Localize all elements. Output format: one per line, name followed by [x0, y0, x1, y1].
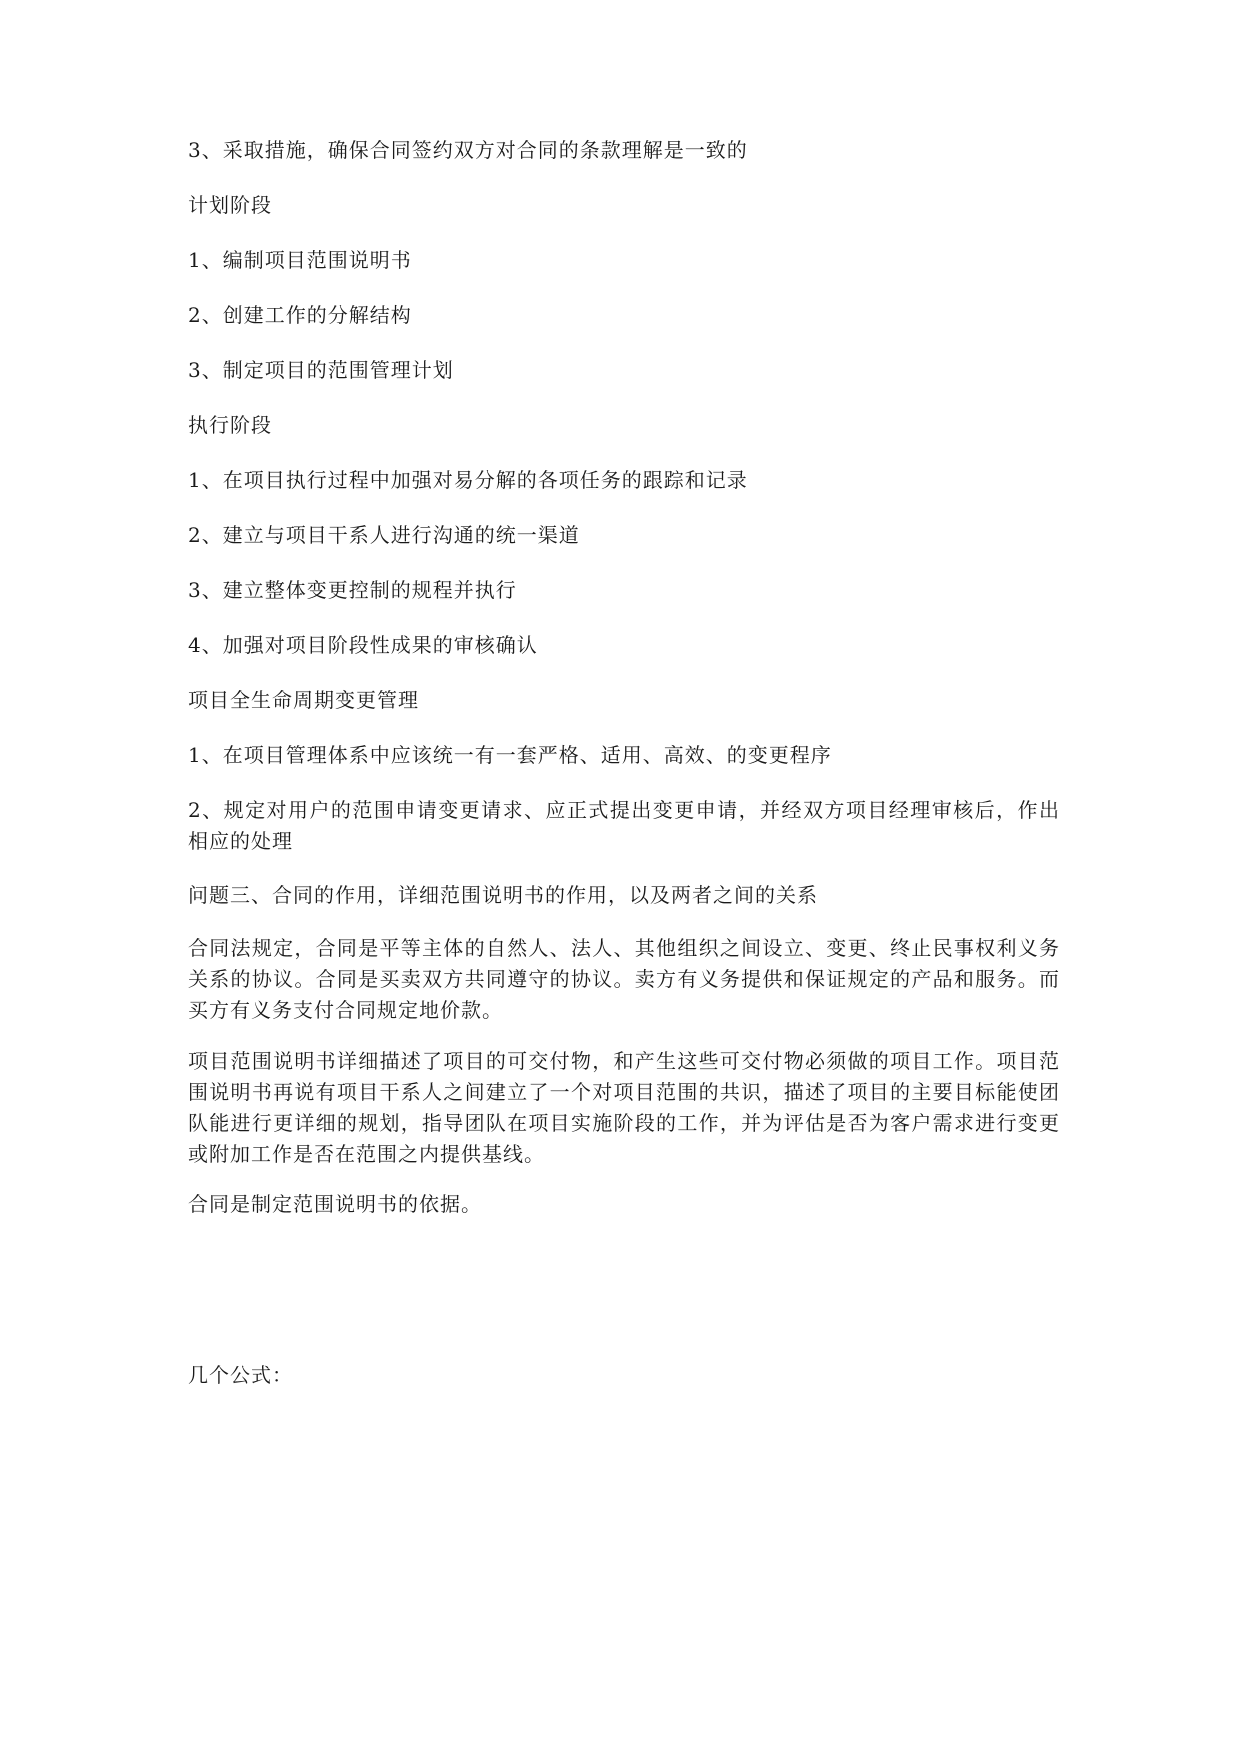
- paragraph-contract-basis: 合同是制定范围说明书的依据。: [188, 1192, 482, 1216]
- paragraph-scope-statement: 项目范围说明书详细描述了项目的可交付物，和产生这些可交付物必须做的项目工作。项目范围说明书再说有项目干系人之间建立了一个对项目范围的共识，描述了项目的主要目标能使团队能进行更详细的规划，指导团队在项目实施阶段的工作，并为评估是否为客户需求进行变更或附加工作是否在范围之内提供基线。: [188, 1049, 1060, 1166]
- heading-lifecycle-change-management: 项目全生命周期变更管理: [188, 688, 419, 712]
- heading-planning-phase: 计划阶段: [188, 193, 272, 217]
- item-ensure-understanding: 3、采取措施，确保合同签约双方对合同的条款理解是一致的: [188, 138, 748, 162]
- item-task-tracking: 1、在项目执行过程中加强对易分解的各项任务的跟踪和记录: [188, 468, 748, 492]
- heading-formulas: 几个公式：: [188, 1363, 293, 1387]
- item-phase-review: 4、加强对项目阶段性成果的审核确认: [188, 633, 538, 657]
- item-scope-statement: 1、编制项目范围说明书: [188, 248, 412, 272]
- paragraph-change-request: 2、规定对用户的范围申请变更请求、应正式提出变更申请，并经双方项目经理审核后，作出相应的处理: [188, 798, 1060, 853]
- item-stakeholder-channel: 2、建立与项目干系人进行沟通的统一渠道: [188, 523, 580, 547]
- item-scope-management-plan: 3、制定项目的范围管理计划: [188, 358, 454, 382]
- heading-question-three: 问题三、合同的作用，详细范围说明书的作用，以及两者之间的关系: [188, 883, 818, 907]
- item-change-procedure: 1、在项目管理体系中应该统一有一套严格、适用、高效、的变更程序: [188, 743, 832, 767]
- paragraph-contract: 合同法规定，合同是平等主体的自然人、法人、其他组织之间设立、变更、终止民事权利义务关系的协议。合同是买卖双方共同遵守的协议。卖方有义务提供和保证规定的产品和服务。而买方有义务支付合同规定地价款。: [188, 936, 1060, 1022]
- item-wbs: 2、创建工作的分解结构: [188, 303, 412, 327]
- item-change-control: 3、建立整体变更控制的规程并执行: [188, 578, 517, 602]
- heading-execution-phase: 执行阶段: [188, 413, 272, 437]
